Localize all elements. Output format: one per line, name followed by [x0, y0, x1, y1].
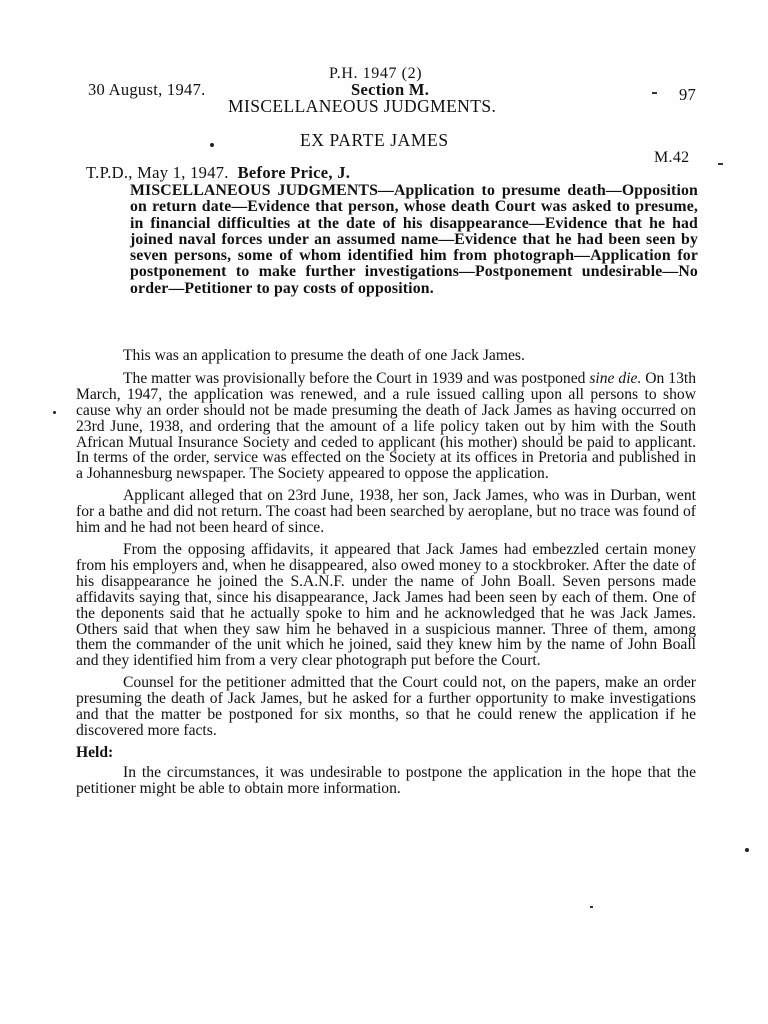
- paragraph: Applicant alleged that on 23rd June, 1938, her son, Jack James, who was in Durban, went for a bathe and did not return. The coast had been searched by aeroplane, but no trace was found of him and he had not been heard of since.: [76, 487, 696, 537]
- judgment-body: [76, 348, 696, 803]
- case-title: EX PARTE JAMES: [300, 130, 449, 150]
- issue-date: 30 August, 1947.: [88, 80, 206, 99]
- scan-speck: [745, 848, 749, 852]
- scan-mark: [590, 906, 593, 908]
- italic-text: sine die.: [589, 369, 642, 387]
- paragraph: This was an application to presume the death of one Jack James.: [123, 347, 525, 364]
- scan-mark: [652, 92, 657, 94]
- section-label: Section M.: [351, 80, 430, 99]
- report-reference: P.H. 1947 (2): [329, 65, 423, 82]
- court-line: [86, 163, 350, 183]
- judge-name: Before Price, J.: [237, 163, 351, 182]
- held-label: Held:: [76, 743, 114, 761]
- case-reference: M.42: [654, 149, 690, 166]
- paragraph-text: The matter was provisionally before the Court in 1939 and was postponed: [123, 369, 590, 387]
- scan-speck: [210, 143, 214, 147]
- category-heading: MISCELLANEOUS JUDGMENTS.: [228, 96, 497, 116]
- paragraph: In the circumstances, it was undesirable to postpone the application in the hope that the petitioner might be able to obtain more information.: [76, 763, 696, 797]
- scan-speck: [53, 411, 56, 414]
- paragraph: [76, 371, 696, 482]
- paragraph: Counsel for the petitioner admitted that the Court could not, on the papers, make an order presuming the death of Jack James, but he asked for a further opportunity to make investigations and that the matter be postponed for six months, so that he could renew the application if he discovered more facts.: [76, 674, 696, 739]
- paragraph: From the opposing affidavits, it appeared that Jack James had embezzled certain money from his employers and, when he disappeared, also owed money to a stockbroker. After the date of his disappearance he joined the S.A.N.F. under the name of John Boall. Seven persons made affidavits saying that, since his disappearance, Jack James had been seen by each of them. One of the deponents said that he actually spoke to him and he acknowledged that he was Jack James. Others said that when they saw him he behaved in a suspicious manner. Three of them, among them the commander of the unit which he joined, said they knew him by the name of John Boall and they identified him from a very clear photograph put before the Court.: [76, 540, 696, 670]
- paragraph-text: On 13th March, 1947, the application was renewed, and a rule issued calling upon all persons to show cause why an order should not be made presuming the death of Jack James as having occurred on 23rd June, 1938, and ordering that the amount of a life policy taken out by him with the South African Mutual Insurance Society and ceded to applicant (his mother) should be paid to applicant. In terms of the order, service was effected on the Society at its offices in Pretoria and published in a Johannesburg newspaper. The Society appeared to oppose the application.: [76, 369, 696, 483]
- page-number: 97: [679, 85, 697, 104]
- court-date: T.P.D., May 1, 1947.: [86, 163, 229, 182]
- scan-mark: [718, 163, 723, 165]
- headnote: MISCELLANEOUS JUDGMENTS—Application to presume death—Opposition on return date—Evidence that person, whose death Court was asked to presume, in financial difficulties at the date of his disappearance—Evidence that he had joined naval forces under an assumed name—Evidence that he had been seen by seven persons, some of whom identified him from photograph—Application for postponement to make further investigations—Postponement undesirable—No order—Petitioner to pay costs of opposition.: [130, 182, 698, 297]
